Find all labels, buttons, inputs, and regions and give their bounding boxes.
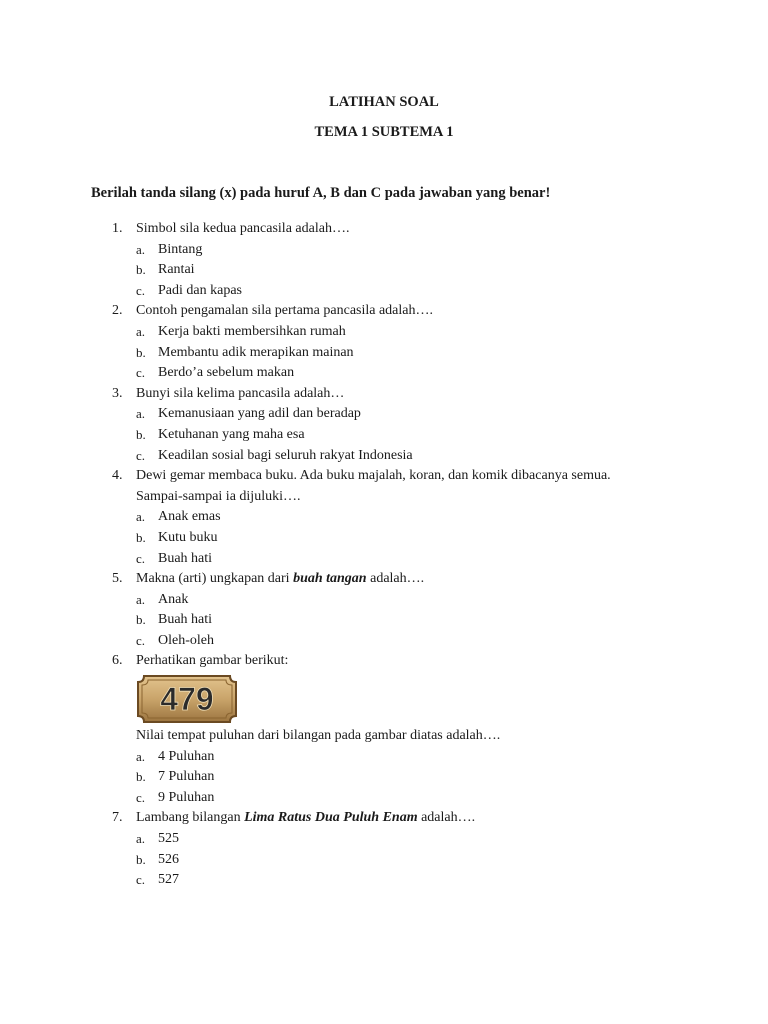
question-number: 3.: [112, 385, 123, 401]
option-item[interactable]: [0, 322, 768, 343]
question-text-after: adalah….: [417, 810, 476, 826]
option-item[interactable]: [0, 425, 768, 446]
option-item[interactable]: [0, 343, 768, 364]
option-item[interactable]: [0, 850, 768, 871]
option-item[interactable]: [0, 240, 768, 261]
question-text: Simbol sila kedua pancasila adalah….: [136, 221, 350, 236]
option-letter: a.: [136, 591, 146, 607]
question-4-continuation: [0, 487, 768, 508]
question-text: [136, 569, 424, 590]
option-letter: b.: [136, 529, 146, 545]
question-number: 5.: [112, 571, 123, 587]
option-text: Keadilan sosial bagi seluruh rakyat Indonesia: [158, 447, 413, 463]
option-text: Padi dan kapas: [158, 282, 242, 298]
option-letter: b.: [136, 426, 146, 442]
option-text: 526: [158, 851, 179, 867]
question-7: [0, 808, 768, 829]
option-letter: c.: [136, 632, 146, 648]
question-6: [0, 651, 768, 672]
option-text: Kerja bakti membersihkan rumah: [158, 323, 346, 339]
option-text: 9 Puluhan: [158, 789, 215, 805]
option-text: 525: [158, 831, 179, 847]
option-text: Kemanusiaan yang adil dan beradap: [158, 406, 361, 422]
option-letter: c.: [136, 282, 146, 298]
question-text-line2: Sampai-sampai ia dijuluki….: [136, 488, 301, 504]
option-letter: c.: [136, 550, 146, 566]
option-item[interactable]: [0, 747, 768, 768]
question-text-before: Makna (arti) ungkapan dari: [136, 571, 294, 587]
option-item[interactable]: [0, 260, 768, 281]
option-item[interactable]: [0, 549, 768, 570]
number-plate-image-row: [0, 672, 768, 726]
option-letter: a.: [136, 748, 146, 764]
option-letter: a.: [136, 323, 146, 339]
option-text: 527: [158, 872, 179, 888]
option-text: Oleh-oleh: [158, 632, 214, 648]
option-item[interactable]: [0, 507, 768, 528]
question-number: 2.: [112, 303, 123, 319]
option-letter: c.: [136, 789, 146, 805]
question-2: [0, 301, 768, 322]
option-letter: b.: [136, 851, 146, 867]
question-4: [0, 466, 768, 487]
question-number: 7.: [112, 810, 123, 826]
option-text: Berdo’a sebelum makan: [158, 365, 295, 381]
question-text-line2: Nilai tempat puluhan dari bilangan pada gambar diatas adalah….: [136, 728, 501, 744]
option-text: Anak emas: [158, 509, 221, 525]
option-letter: a.: [136, 241, 146, 257]
option-item[interactable]: [0, 363, 768, 384]
question-5: [0, 569, 768, 590]
option-letter: a.: [136, 509, 146, 525]
option-item[interactable]: [0, 446, 768, 467]
option-item[interactable]: [0, 281, 768, 302]
option-text: Anak: [158, 591, 189, 607]
option-item[interactable]: [0, 528, 768, 549]
option-item[interactable]: [0, 870, 768, 891]
page-subtitle: TEMA 1 SUBTEMA 1: [314, 124, 454, 140]
question-text: [136, 808, 475, 829]
option-item[interactable]: [0, 829, 768, 850]
option-item[interactable]: [0, 404, 768, 425]
option-letter: b.: [136, 612, 146, 628]
option-letter: b.: [136, 769, 146, 785]
question-number: 4.: [112, 468, 123, 484]
number-plate-image: [136, 674, 238, 724]
question-text: Dewi gemar membaca buku. Ada buku majalah, koran, dan komik dibacanya semua.: [136, 468, 611, 484]
option-item[interactable]: [0, 631, 768, 652]
question-text: Bunyi sila kelima pancasila adalah…: [136, 385, 345, 401]
question-text-after: adalah….: [366, 571, 425, 587]
question-text: Perhatikan gambar berikut:: [136, 653, 289, 669]
option-letter: a.: [136, 406, 146, 422]
option-letter: b.: [136, 262, 146, 278]
instruction-text: Berilah tanda silang (x) pada huruf A, B dan C pada jawaban yang benar!: [91, 185, 551, 201]
number-plate-digits: 479: [160, 681, 214, 718]
option-text: Rantai: [158, 262, 195, 278]
option-letter: a.: [136, 831, 146, 847]
option-text: 7 Puluhan: [158, 769, 215, 785]
question-6-continuation: [0, 726, 768, 747]
option-item[interactable]: [0, 767, 768, 788]
option-text: Bintang: [158, 241, 203, 257]
option-text: Buah hati: [158, 612, 213, 628]
option-letter: b.: [136, 344, 146, 360]
question-emphasis: Lima Ratus Dua Puluh Enam: [244, 810, 418, 826]
question-number: 1.: [112, 221, 123, 236]
question-1: [0, 219, 768, 240]
page-title: LATIHAN SOAL: [329, 94, 439, 110]
question-list: [0, 219, 768, 891]
question-text: Contoh pengamalan sila pertama pancasila adalah….: [136, 303, 434, 319]
question-number: 6.: [112, 653, 123, 669]
option-letter: c.: [136, 365, 146, 381]
option-text: Buah hati: [158, 550, 213, 566]
question-emphasis: buah tangan: [293, 571, 367, 587]
question-text-before: Lambang bilangan: [136, 810, 245, 826]
option-item[interactable]: [0, 788, 768, 809]
option-text: Membantu adik merapikan mainan: [158, 344, 354, 360]
option-text: Ketuhanan yang maha esa: [158, 426, 305, 442]
option-item[interactable]: [0, 610, 768, 631]
option-letter: c.: [136, 872, 146, 888]
option-item[interactable]: [0, 590, 768, 611]
option-text: Kutu buku: [158, 529, 218, 545]
option-letter: c.: [136, 447, 146, 463]
question-3: [0, 384, 768, 405]
option-text: 4 Puluhan: [158, 748, 215, 764]
